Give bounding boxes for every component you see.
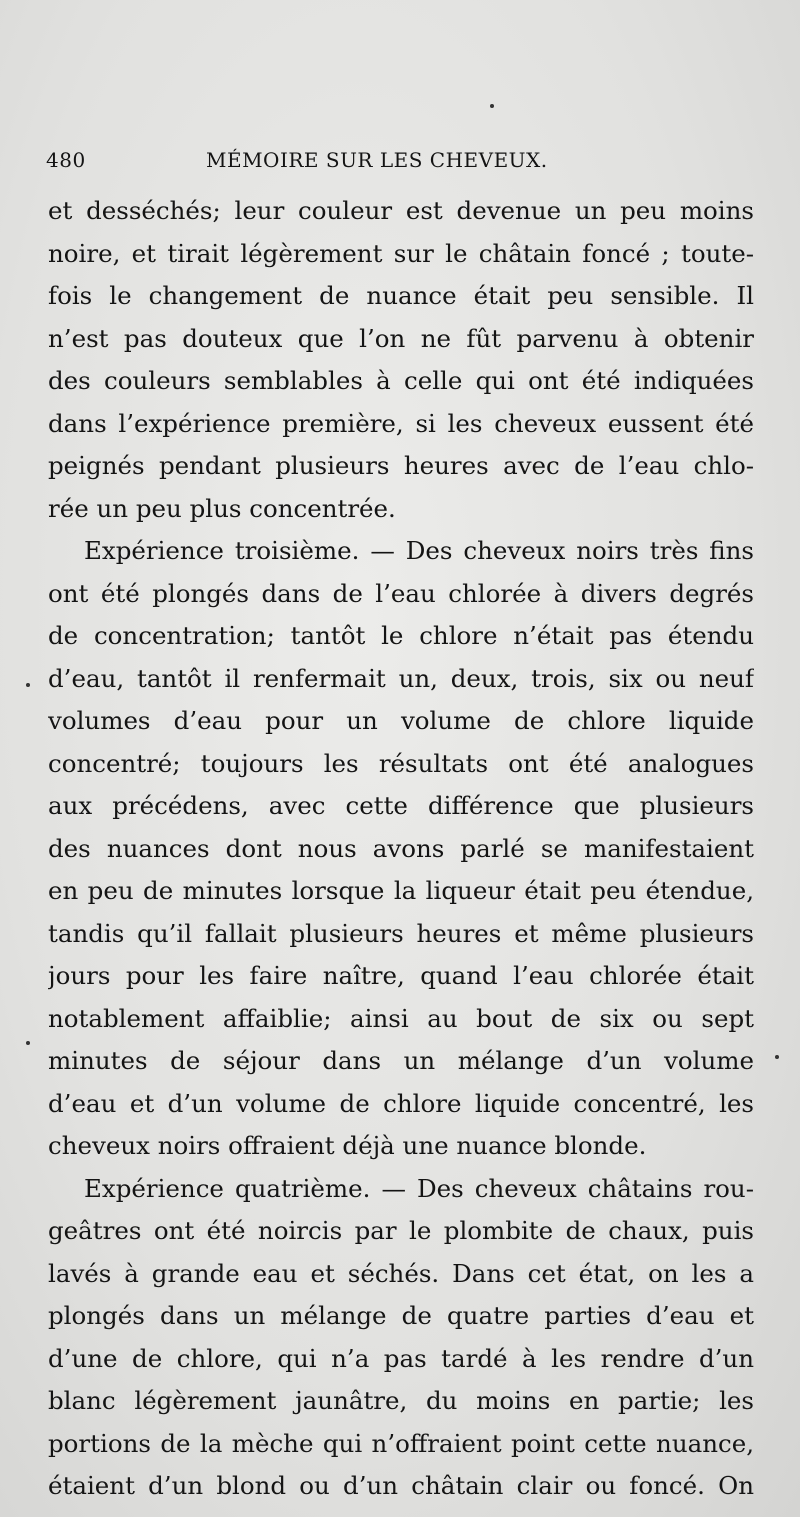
speck (775, 1055, 779, 1059)
page-header (46, 148, 746, 178)
text-line: rée un peu plus concentrée. (48, 493, 396, 523)
text-line: étaient d’un blond ou d’un châtain clair ou foncé. On (48, 1471, 754, 1500)
text-line: minutes de séjour dans un mélange d’un volume (48, 1046, 754, 1075)
text-line: de concentration; tantôt le chlore n’était pas étendu (48, 621, 754, 650)
text-line: des couleurs semblables à celle qui ont été indiquées (48, 366, 754, 395)
text-line: ont été plongés dans de l’eau chlorée à divers degrés (48, 578, 754, 608)
text-line: portions de la mèche qui n’offraient point cette nuance, (48, 1428, 754, 1458)
page-number: 480 (46, 148, 86, 172)
text-line: blanc légèrement jaunâtre, du moins en partie; les (48, 1386, 754, 1415)
text-line: volumes d’eau pour un volume de chlore liquide (48, 706, 754, 735)
text-line: notablement affaiblie; ainsi au bout de six ou sept (48, 1003, 754, 1033)
text-line: jours pour les faire naître, quand l’eau chlorée était (48, 961, 754, 990)
speck (490, 104, 494, 108)
text-line: peignés pendant plusieurs heures avec de l’eau chlo- (48, 451, 754, 480)
text-line: d’une de chlore, qui n’a pas tardé à les rendre d’un (48, 1343, 754, 1373)
text-line: dans l’expérience première, si les cheveux eussent été (48, 408, 754, 438)
text-line: Expérience quatrième. — Des cheveux châtains rou- (84, 1173, 754, 1203)
text-line: noire, et tirait légèrement sur le châtain foncé ; toute- (48, 238, 754, 268)
text-line: fois le changement de nuance était peu sensible. Il (48, 281, 754, 310)
speck (26, 1041, 30, 1045)
text-line: concentré; toujours les résultats ont été analogues (48, 748, 754, 778)
text-line: aux précédens, avec cette différence que plusieurs (48, 791, 754, 820)
text-line: Expérience troisième. — Des cheveux noirs très fins (84, 536, 754, 565)
text-line: cheveux noirs offraient déjà une nuance blonde. (48, 1131, 647, 1160)
text-line: plongés dans un mélange de quatre parties d’eau et (48, 1301, 754, 1330)
text-line: des nuances dont nous avons parlé se manifestaient (48, 833, 754, 863)
running-title: MÉMOIRE SUR LES CHEVEUX. (206, 148, 548, 172)
text-line: n’est pas douteux que l’on ne fût parvenu à obtenir (48, 323, 754, 353)
text-body (48, 190, 754, 1508)
text-line: geâtres ont été noircis par le plombite de chaux, puis (48, 1216, 754, 1245)
text-line: tandis qu’il fallait plusieurs heures et même plusieurs (48, 918, 754, 948)
text-line: d’eau, tantôt il renfermait un, deux, trois, six ou neuf (48, 663, 754, 693)
text-line: en peu de minutes lorsque la liqueur était peu étendue, (48, 876, 754, 905)
text-line: lavés à grande eau et séchés. Dans cet état, on les a (48, 1258, 754, 1288)
speck (26, 683, 30, 687)
text-line: d’eau et d’un volume de chlore liquide concentré, les (48, 1088, 754, 1118)
text-line: et desséchés; leur couleur est devenue un peu moins (48, 196, 754, 225)
